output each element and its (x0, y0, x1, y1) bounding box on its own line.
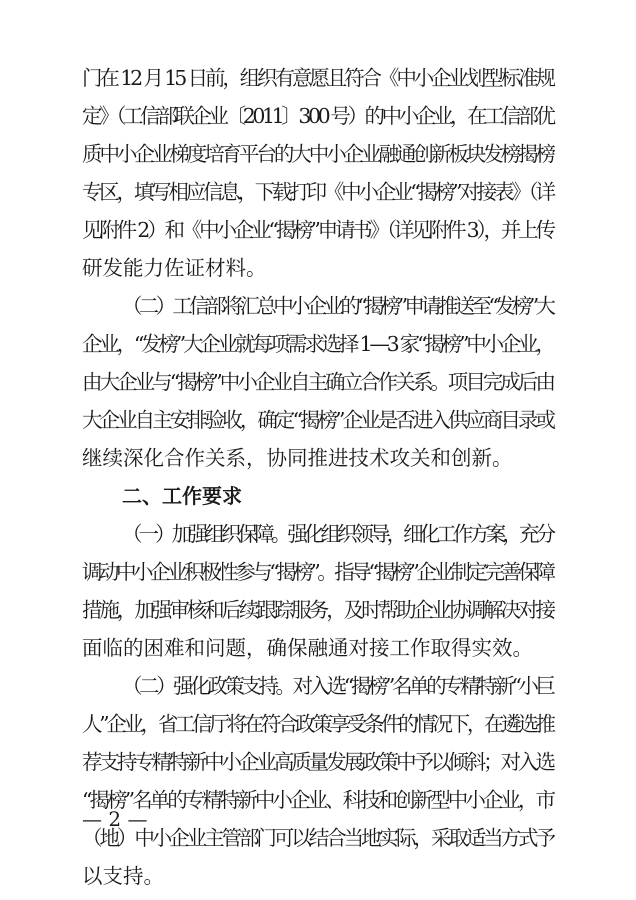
body-line: 大企业自主安排验收，确定“揭榜”企业是否进入供应商目录或 (82, 408, 554, 432)
body-line: 继续深化合作关系，协同推进技术攻关和创新。 (82, 446, 513, 470)
section-heading: 二、工作要求 (122, 484, 242, 508)
page-number: — 2 — (82, 807, 148, 831)
body-line: 研发能力佐证材料。 (82, 256, 267, 280)
body-line: （二）强化政策支持。对入选“揭榜”名单的专精特新“小巨 (122, 674, 553, 698)
body-line: 见附件 2）和《中小企业“揭榜”申请书》（详见附件 3），并上传 (82, 218, 553, 242)
body-line: 由大企业与“揭榜”中小企业自主确立合作关系。项目完成后由 (82, 370, 554, 394)
body-line: 措施，加强审核和后续跟踪服务，及时帮助企业协调解决对接 (82, 598, 553, 622)
body-line: 质中小企业梯度培育平台的大中小企业融通创新板块发榜揭榜 (82, 142, 553, 166)
body-line: “揭榜”名单的专精特新中小企业、科技和创新型中小企业，市 (82, 788, 554, 812)
body-line: 调动中小企业积极性参与“揭榜”。指导“揭榜”企业制定完善保障 (82, 560, 553, 584)
body-line: （二）工信部将汇总中小企业的“揭榜”申请推送至“发榜”大 (122, 294, 553, 318)
body-line: 以支持。 (82, 864, 164, 888)
body-line: 门在 12 月 15 日前，组织有意愿且符合《中小企业划型标准规 (82, 66, 553, 90)
body-line: 人”企业，省工信厅将在符合政策享受条件的情况下，在遴选推 (82, 712, 553, 736)
body-line: 面临的困难和问题，确保融通对接工作取得实效。 (82, 636, 533, 660)
body-line: 定》（工信部联企业〔2011〕300 号）的中小企业，在工信部优 (82, 104, 553, 128)
body-line: （一）加强组织保障。强化组织领导，细化工作方案，充分 (122, 522, 553, 546)
body-line: 专区，填写相应信息，下载打印《中小企业“揭榜”对接表》（详 (82, 180, 553, 204)
body-line: 荐支持专精特新中小企业高质量发展政策中予以倾斜；对入选 (82, 750, 553, 774)
body-line: 企业，“发榜”大企业就每项需求选择 1—3 家“揭榜”中小企业， (82, 332, 553, 356)
body-line: （地）中小企业主管部门可以结合当地实际，采取适当方式予 (82, 826, 553, 850)
